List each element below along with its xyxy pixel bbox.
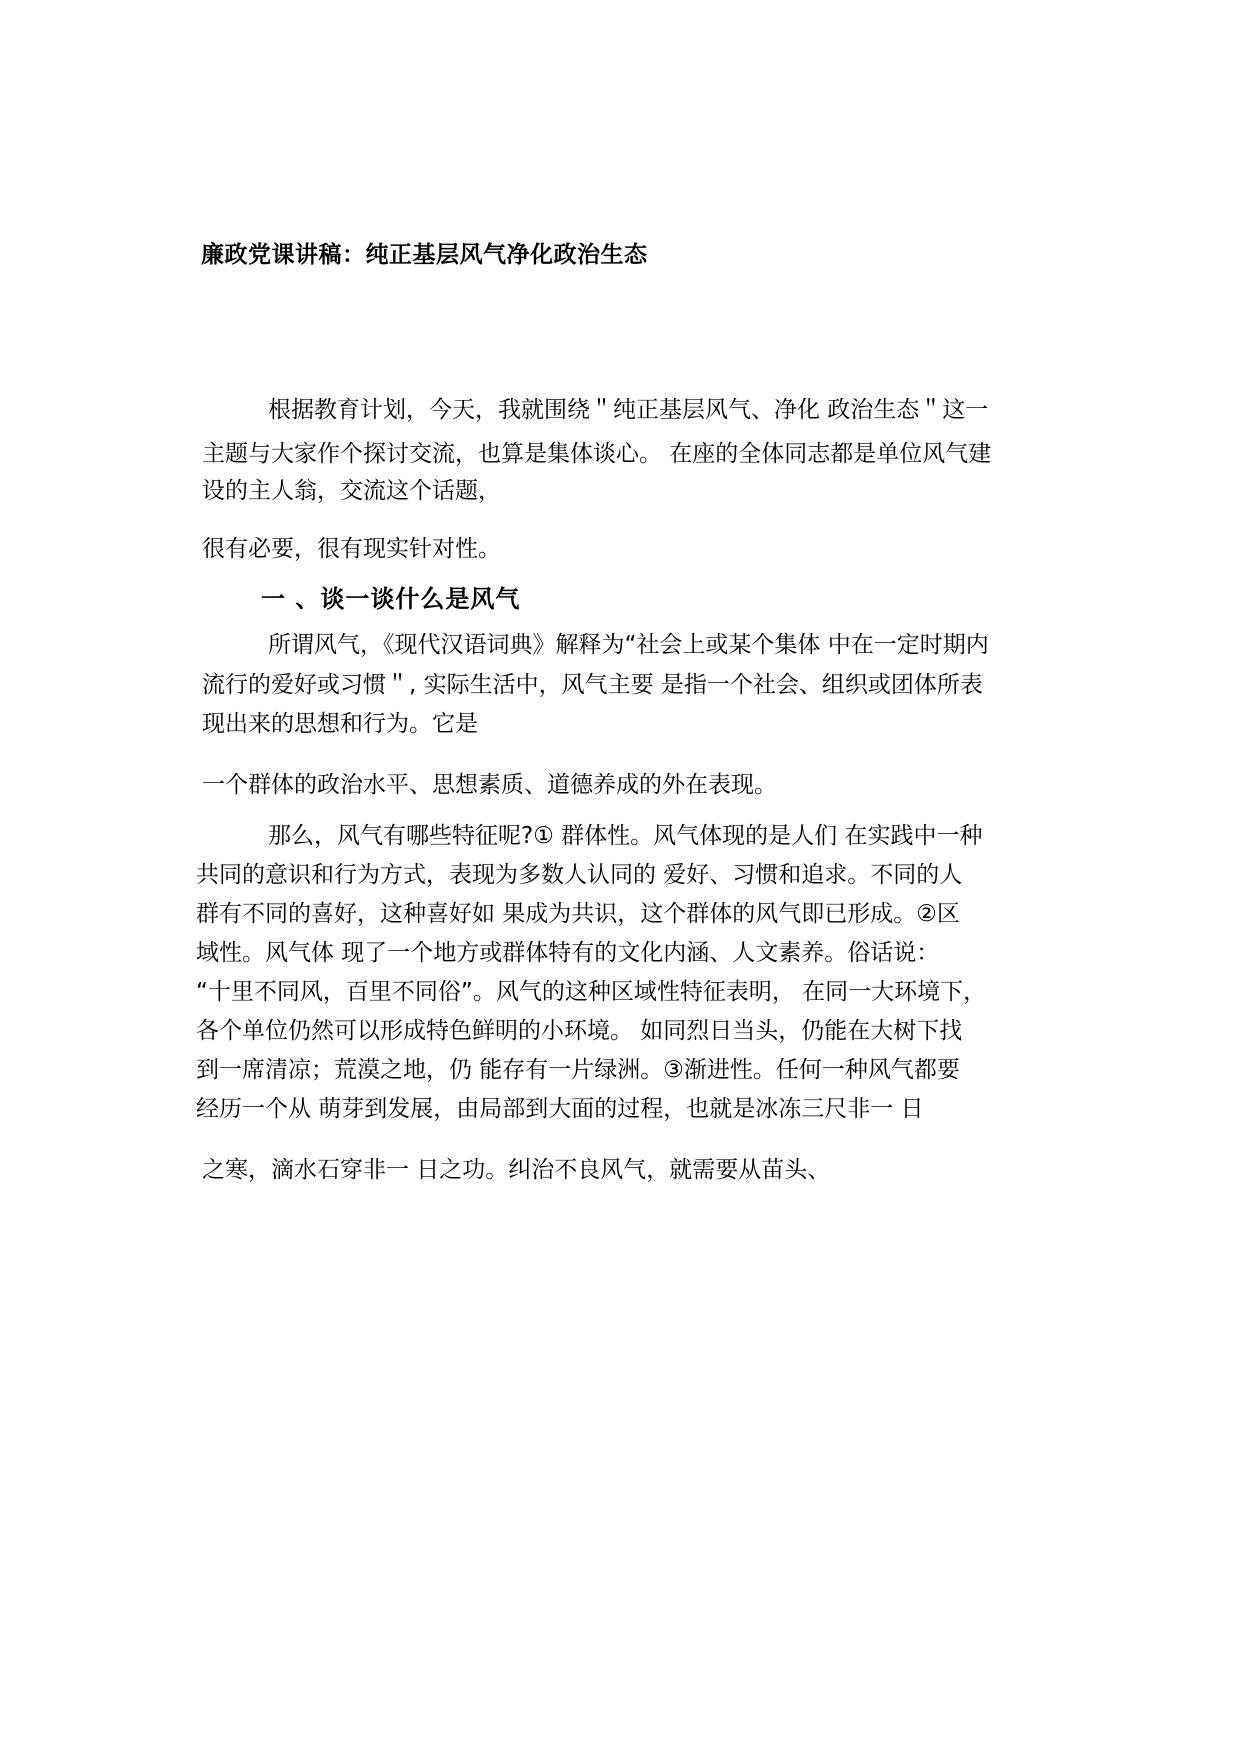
paragraph-line: 所谓风气，《现代汉语词典》解释为“社会上或某个集体 中在一定时期内 xyxy=(268,632,989,658)
paragraph-line: 主题与大家作个探讨交流，也算是集体谈心。 在座的全体同志都是单位风气建 xyxy=(202,441,992,467)
paragraph-line: 到一席清凉；荒漠之地，仍 能存有一片绿洲。③渐进性。任何一种风气都要 xyxy=(196,1057,960,1083)
paragraph-line: 设的主人翁，交流这个话题， xyxy=(202,478,501,504)
paragraph-line: 很有必要，很有现实针对性。 xyxy=(202,536,501,562)
paragraph-line: 域性。风气体 现了一个地方或群体特有的文化内涵、人文素养。俗话说： xyxy=(196,940,940,966)
paragraph-line: 流行的爱好或习惯＂, 实际生活中，风气主要 是指一个社会、组织或团体所表 xyxy=(202,672,983,698)
paragraph-line: 共同的意识和行为方式，表现为多数人认同的 爱好、习惯和追求。不同的人 xyxy=(196,862,963,888)
paragraph-line: 现出来的思想和行为。它是 xyxy=(202,711,478,737)
document-title: 廉政党课讲稿：纯正基层风气净化政治生态 xyxy=(201,242,648,268)
paragraph-line: 各个单位仍然可以形成特色鲜明的小环境。 如同烈日当头，仍能在大树下找 xyxy=(196,1018,963,1044)
paragraph-line: “十里不同风，百里不同俗”。风气的这种区域性特征表明， 在同一大环境下， xyxy=(196,979,987,1005)
paragraph-line: 之寒，滴水石穿非一 日之功。纠治不良风气，就需要从苗头、 xyxy=(202,1157,831,1183)
section-heading: 一 、谈一谈什么是风气 xyxy=(261,585,521,613)
paragraph-line: 那么，风气有哪些特征呢?① 群体性。风气体现的是人们 在实践中一种 xyxy=(268,823,983,849)
paragraph-line: 经历一个从 萌芽到发展，由局部到大面的过程，也就是冰冻三尺非一 日 xyxy=(196,1096,924,1122)
paragraph-line: 群有不同的喜好，这种喜好如 果成为共识，这个群体的风气即已形成。②区 xyxy=(196,901,960,927)
paragraph-line: 根据教育计划，今天，我就围绕＂纯正基层风气、净化 政治生态＂这一 xyxy=(268,397,989,423)
paragraph-line: 一个群体的政治水平、思想素质、道德养成的外在表现。 xyxy=(202,772,777,798)
